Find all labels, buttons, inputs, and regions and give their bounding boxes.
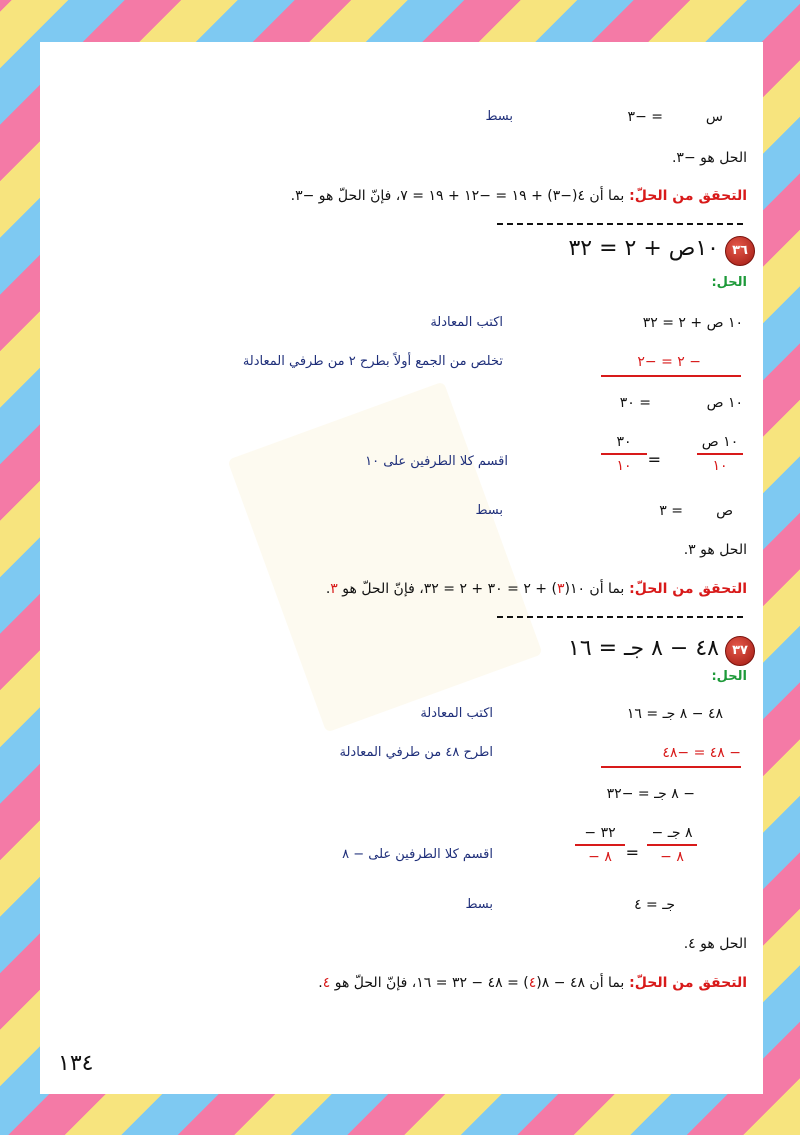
- step-note: اقسم كلا الطرفين على ١٠: [365, 454, 508, 469]
- fraction-lhs: ١٠ ص ١٠: [697, 434, 743, 474]
- solution-statement: الحل هو ٣.: [683, 542, 747, 558]
- step-equation: ٤٨ − ٨ جـ = ١٦: [626, 706, 723, 722]
- prev-step-eq: = −٣: [627, 109, 663, 125]
- fraction-rhs: ٣٠ ١٠: [601, 434, 647, 474]
- subtraction-line: [601, 375, 741, 377]
- problem-equation: ٤٨ − ٨ جـ = ١٦: [568, 636, 719, 661]
- separator-2: [497, 616, 743, 618]
- page: [40, 42, 763, 1094]
- step-equation: − ٤٨ = −٤٨: [662, 745, 741, 761]
- prev-step-note: بسط: [485, 109, 513, 124]
- fraction-rhs: − ٣٢ − ٨: [575, 825, 625, 865]
- step-note: اقسم كلا الطرفين على − ٨: [342, 847, 493, 862]
- equals-sign: =: [625, 843, 639, 862]
- fraction-lhs: − ٨ جـ − ٨: [647, 825, 697, 865]
- problem-equation: ١٠ص + ٢ = ٣٢: [568, 236, 719, 261]
- prev-step-left: س: [705, 109, 723, 125]
- step-rhs: = ٣: [659, 503, 683, 519]
- step-lhs: ١٠ ص: [706, 395, 743, 411]
- prev-solution: الحل هو −٣.: [671, 150, 747, 166]
- step-note: تخلص من الجمع أولاً بطرح ٢ من طرفي المعادلة: [242, 354, 503, 369]
- problem-number-badge: ٣٦: [725, 236, 755, 266]
- subtraction-line: [601, 766, 741, 768]
- solution-statement: الحل هو ٤.: [683, 936, 747, 952]
- step-rhs: = ٣٠: [619, 395, 651, 411]
- step-note: اطرح ٤٨ من طرفي المعادلة: [339, 745, 493, 760]
- check-statement: التحقق من الحلّ: بما أن ٤٨ − ٨(٤) = ٤٨ − ٣٢ = ١٦، فإنّ الحلّ هو ٤.: [318, 975, 747, 991]
- equals-sign: =: [647, 450, 661, 469]
- solution-heading: الحل:: [711, 275, 747, 290]
- step-note: اكتب المعادلة: [430, 315, 503, 330]
- step-equation: ١٠ ص + ٢ = ٣٢: [642, 315, 743, 331]
- check-statement: التحقق من الحلّ: بما أن ١٠(٣) + ٢ = ٣٠ + ٢ = ٣٢، فإنّ الحلّ هو ٣.: [325, 581, 747, 597]
- step-equation: − ٢ = −٢: [637, 354, 701, 370]
- page-number: ١٣٤: [58, 1051, 94, 1076]
- problem-number-badge: ٣٧: [725, 636, 755, 666]
- prev-check: التحقق من الحلّ: بما أن ٤(−٣) + ١٩ = −١٢ + ١٩ = ٧، فإنّ الحلّ هو −٣.: [290, 188, 747, 204]
- book-watermark: [227, 381, 542, 732]
- step-lhs: ص: [716, 503, 733, 519]
- separator-1: [497, 223, 743, 225]
- step-note: بسط: [465, 897, 493, 912]
- step-equation: جـ = ٤: [634, 897, 675, 913]
- solution-heading: الحل:: [711, 669, 747, 684]
- step-note: بسط: [475, 503, 503, 518]
- step-equation: − ٨ جـ = −٣٢: [606, 786, 695, 802]
- step-note: اكتب المعادلة: [420, 706, 493, 721]
